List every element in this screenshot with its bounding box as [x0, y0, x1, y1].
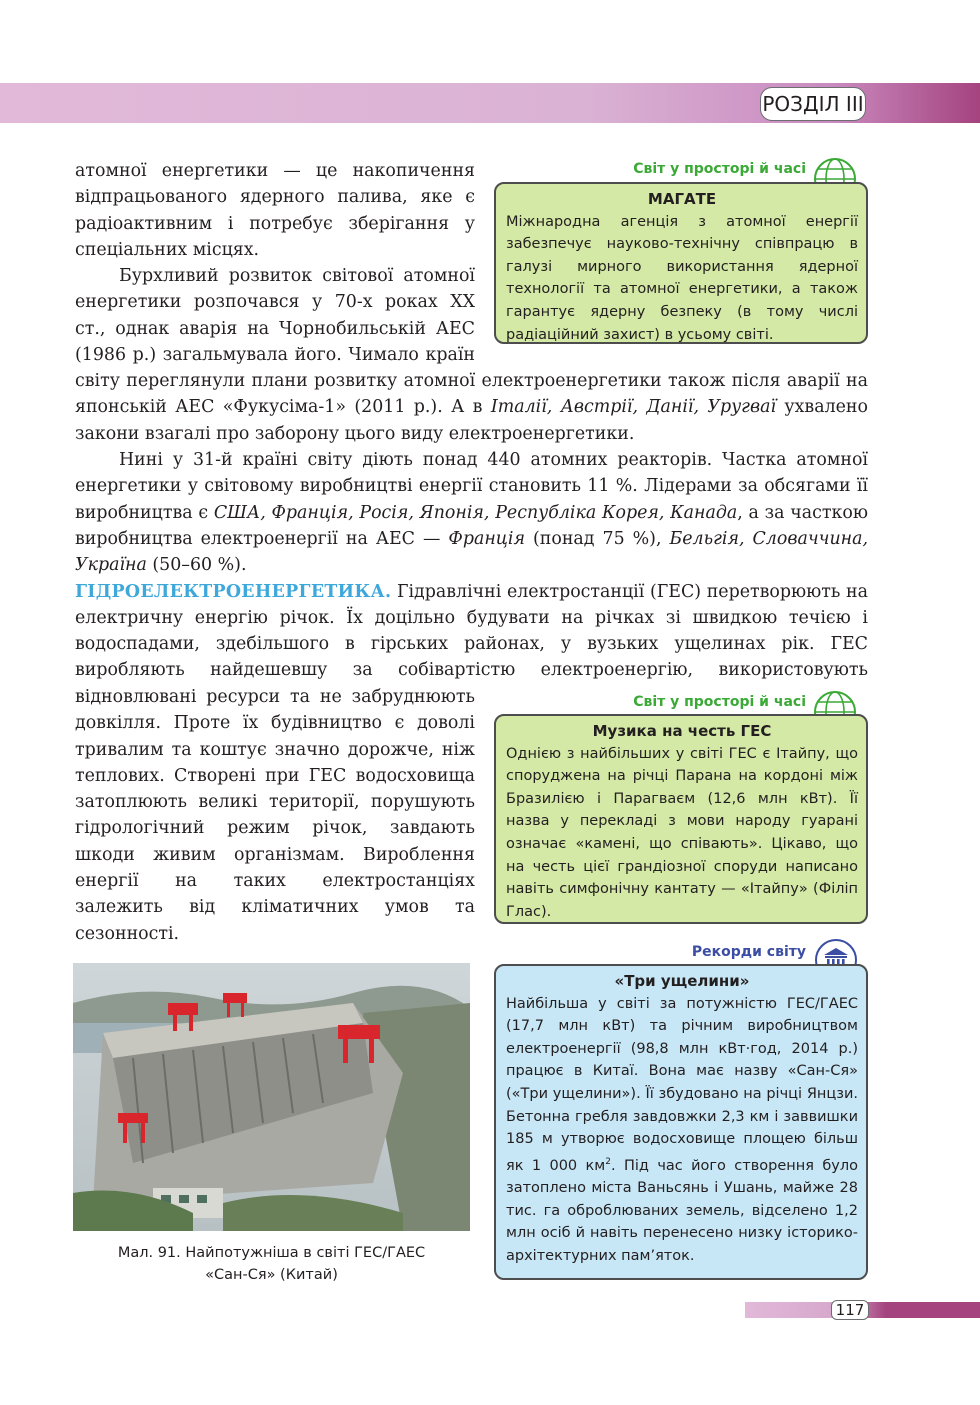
box2-itaipu	[494, 714, 868, 924]
box1-label: Світ у просторі й часі	[633, 161, 806, 177]
box3-body-a: Найбільша у світі за потужністю ГЕС/ГАЕС (17,7 млн кВт) та річним виробництвом електроенергії (98,8 млн кВт·год, 2014 р.) працює в Китаї. Вона має назву «Сан-Ся» («Три ущелини»). Її збудовано на річці Янцзи. Бетонна гребля завдовжки 2,3 км і заввишки 185 м утворює водосховище площею більш як 1 000 км	[506, 995, 858, 1174]
figure-caption-line1: Мал. 91. Найпотужніша в світі ГЕС/ГАЕС	[117, 1245, 426, 1261]
paragraph-4-continued: відновлювані ресурси та не забруднюють довкілля. Проте їх будівництво є доволі тривалим та коштує значно дорожче, ніж теплових. Створені при ГЕС водосховища затоплюють великі території, порушують гідрологічний режим річок, завдають шкоди живим організмам. Вироблення енергії на таких електростанціях залежить від кліматичних умов та сезонності.	[75, 687, 475, 944]
box3-body-b: . Під час його створення було затоплено міста Ваньсянь і Ушань, майже 28 тис. га оброблюваних земель, відселено 1,2 млн осіб й навіть перенесено низку історико-архітектурних пам’яток.	[506, 1157, 858, 1264]
paragraph-3-text-a: Нині у 31-й країні світу діють понад 440 атомних реакторів. Частка атомної енергетики у світовому виробництві енергії становить 11 %. Лідерами за обсягами її виробництва є	[75, 450, 868, 523]
box2-label: Світ у просторі й часі	[633, 694, 806, 710]
box3-label: Рекорди світу	[691, 944, 806, 960]
box3-three-gorges	[494, 964, 868, 1280]
page-number: 117	[831, 1300, 869, 1320]
paragraph-3-text-b: , а за часткою виробництва електроенергії на АЕС —	[75, 502, 868, 549]
figure-caption	[73, 1242, 470, 1286]
box3-title: «Три ущелини»	[614, 972, 750, 990]
box1-body: Міжнародна агенція з атомної енергії забезпечує науково-технічну співпрацю в галузі мирного використання ядерної технології та атомної енергетики, а також гарантує ядерну безпеку (в тому числі радіаційний захист) в усьому світі.	[506, 213, 858, 343]
paragraph-3-others: Бельгія, Словаччина, Україна	[75, 528, 869, 576]
paragraph-2-text-a: Бурхливий розвиток світової атомної енергетики розпочався у 70-х роках ХХ ст., однак аварія на Чорнобильській АЕС (1986 р.) загальмувала його. Чимало країн світу переглянули плани розвитку атомної електроенергетики також після аварії на японській АЕС «Фукусіма-1» (2011 р.). А в	[75, 266, 868, 418]
paragraph-3-text-d: (50–60 %).	[146, 555, 247, 576]
paragraph-4-text-a: Гідравлічні електростанції (ГЕС) перетворюють на електричну енергію річок. Їх доцільно будувати на річках зі швидкою течією і водоспадами, здебільшого в гірських районах, у вузьких ущелинах рік. ГЕС виробляють найдешевшу за собівартістю електроенергію, використовують	[75, 581, 868, 681]
paragraph-3-leaders: США, Франція, Росія, Японія, Республіка Корея, Канада	[213, 502, 738, 523]
box2-title: Музика на честь ГЕС	[592, 722, 772, 740]
paragraph-1: атомної енергетики — це накопичення відпрацьованого ядерного палива, яке є радіоактивним і потребує зберігання у спеціальних місцях.	[75, 161, 475, 260]
body-text-top	[75, 158, 475, 263]
box3-body	[506, 993, 858, 1268]
dam-illustration	[73, 963, 470, 1231]
body-text-p4-continued	[75, 684, 475, 947]
paragraph-2-countries: Італії, Австрії, Данії, Уругваї	[490, 397, 777, 418]
figure-caption-line2: «Сан-Ся» (Китай)	[205, 1267, 338, 1283]
paragraph-3-france: Франція	[448, 528, 525, 549]
hydro-heading: ГІДРОЕЛЕКТРОЕНЕРГЕТИКА.	[75, 581, 392, 602]
paragraph-3	[75, 447, 868, 578]
paragraph-4	[75, 579, 868, 684]
dam-photo	[73, 963, 470, 1231]
box1-magate	[494, 182, 868, 344]
box1-title: МАГАТЕ	[647, 190, 717, 208]
box3-body-sup: 2	[605, 1156, 611, 1167]
paragraph-2-text-b: ухвалено закони взагалі про заборону цього виду електроенергетики.	[75, 397, 868, 444]
section-label: РОЗДІЛ III	[760, 87, 866, 121]
box2-body: Однією з найбільших у світі ГЕС є Ітайпу, що споруджена на річці Парана на кордоні між Бразилією і Парагваєм (12,6 млн кВт). Її назва у перекладі з мови народу гуарані означає «камені, що співають». Цікаво, що на честь цієї грандіозної споруди написано навіть симфонічну кантату — «Ітайпу» (Філіп Глас).	[506, 745, 858, 920]
paragraph-3-text-c: (понад 75 %),	[525, 528, 670, 549]
